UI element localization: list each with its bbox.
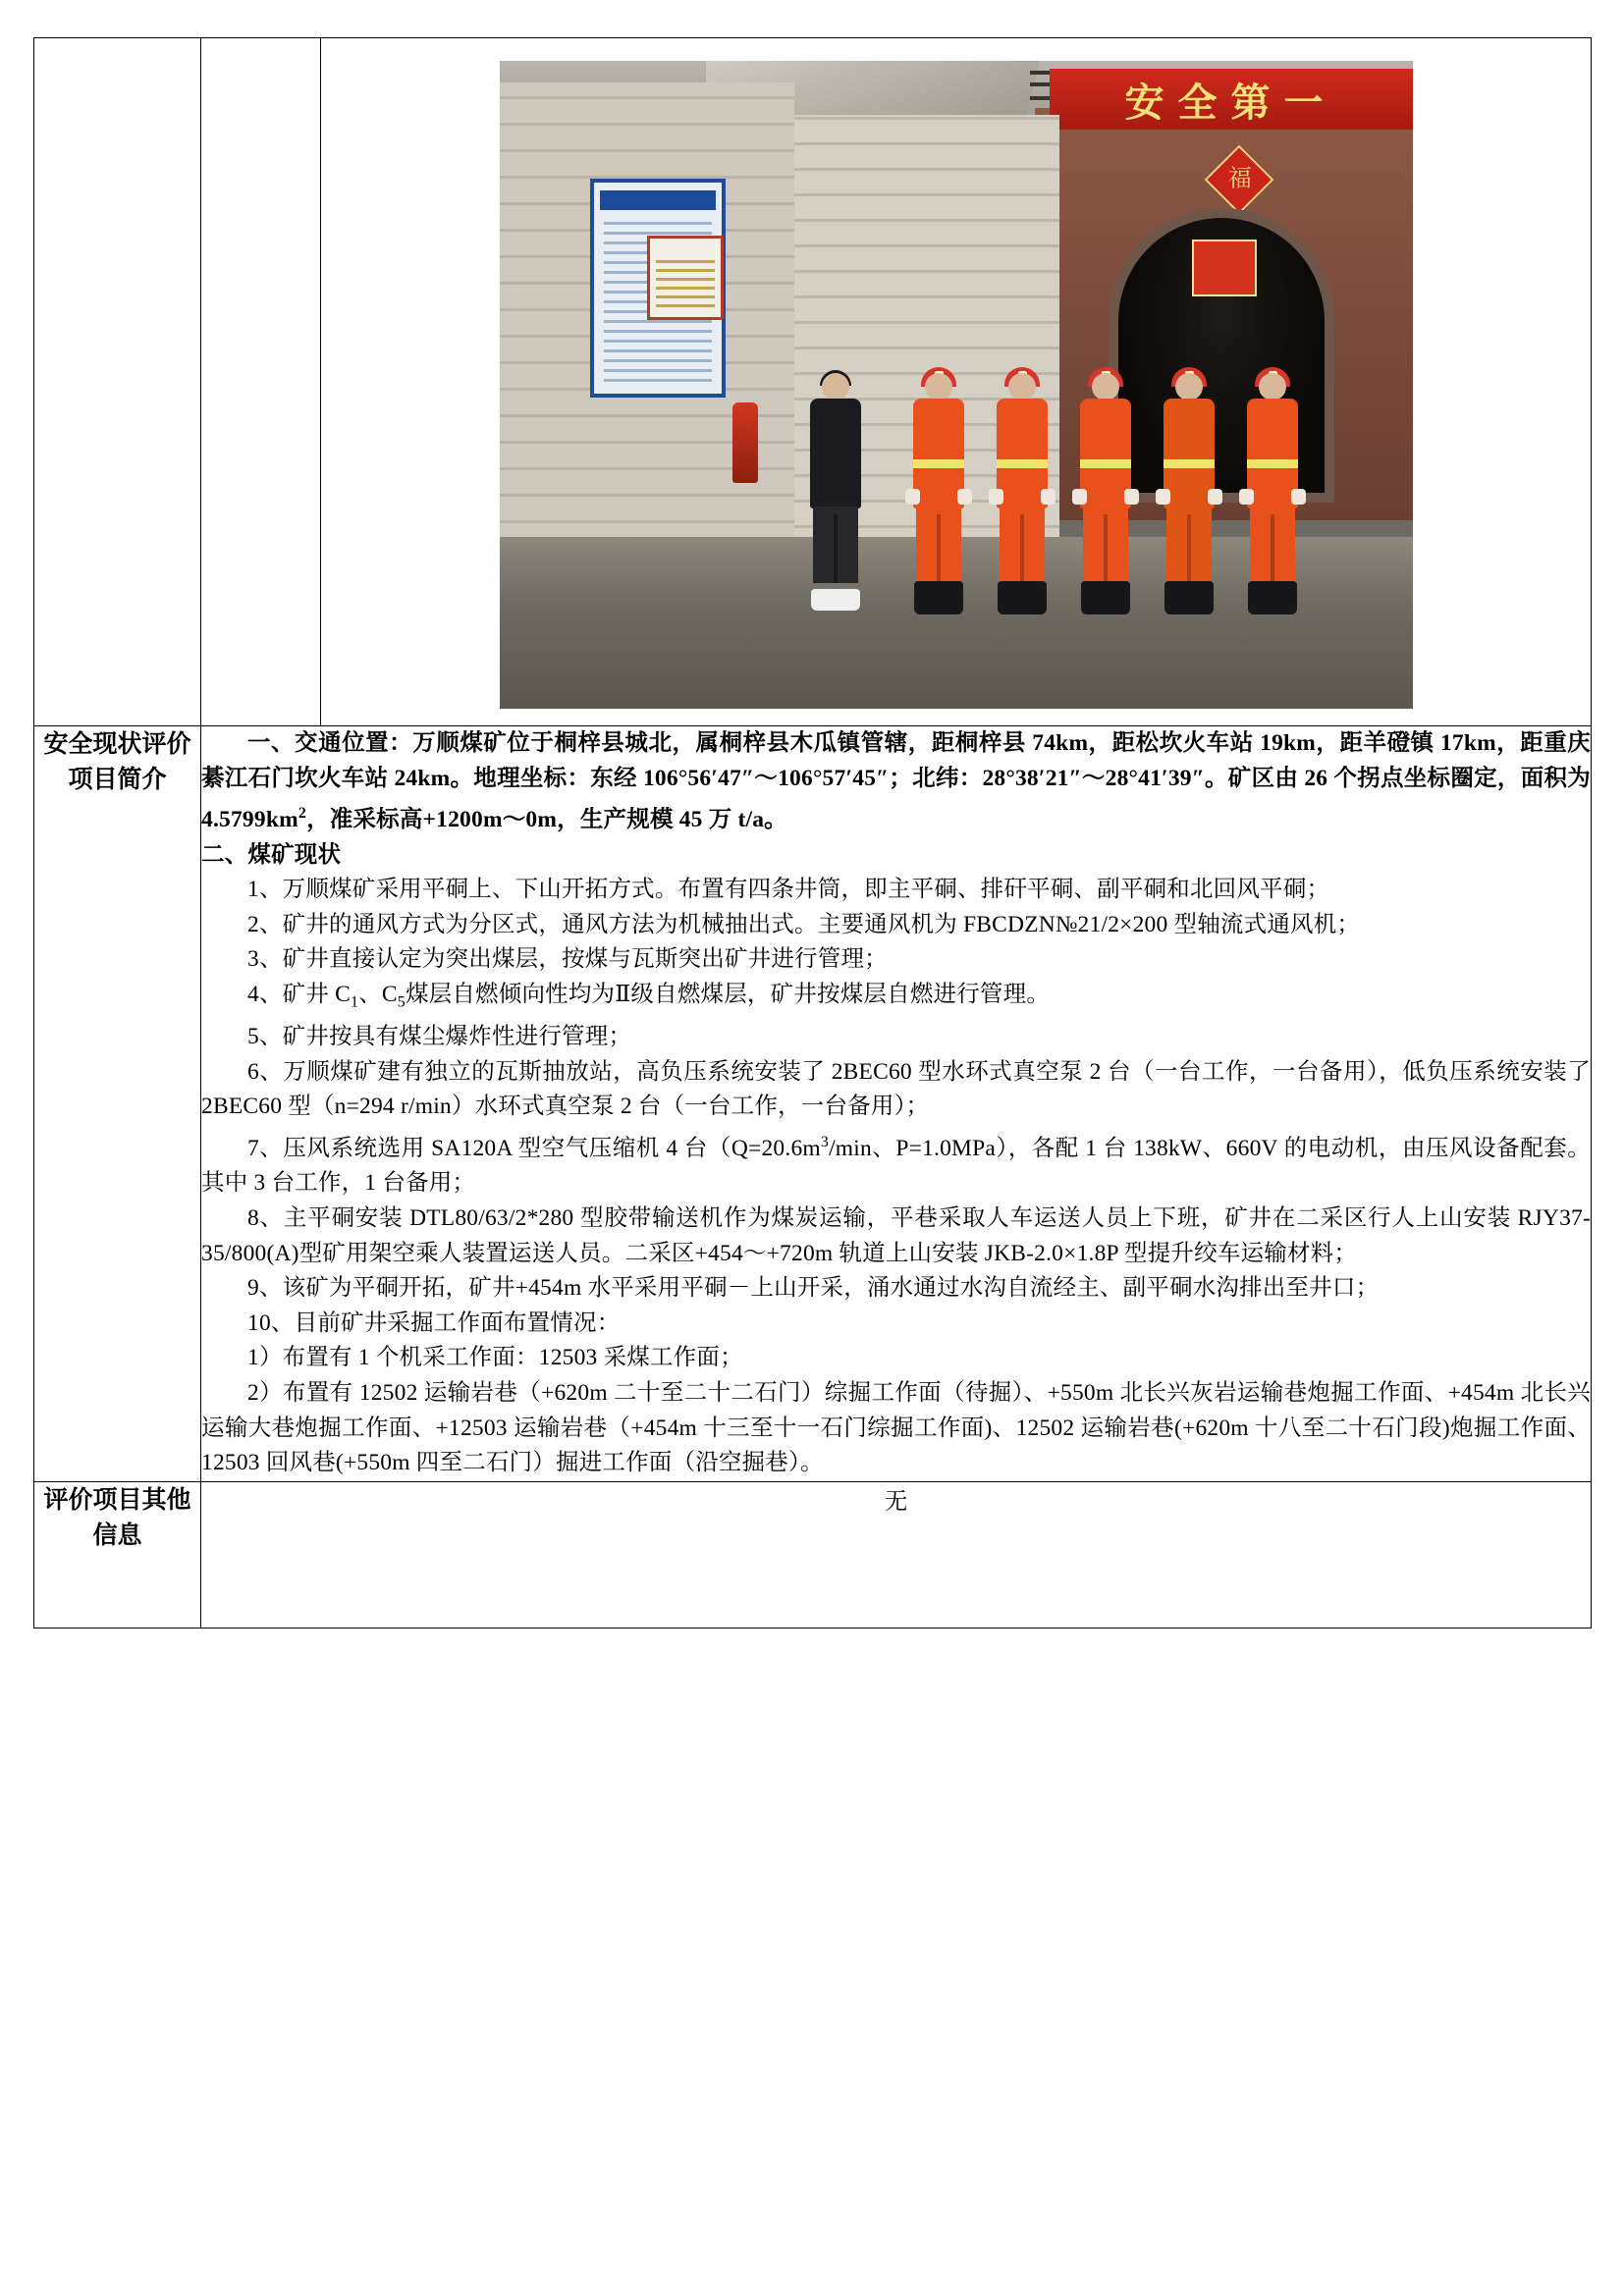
other-info-row bbox=[34, 1481, 1592, 1628]
photo-person-worker-3 bbox=[1074, 373, 1137, 618]
photo-person-worker-4 bbox=[1158, 373, 1220, 618]
intro-paragraph: 5、矿井按具有煤尘爆炸性进行管理； bbox=[247, 1024, 632, 1050]
photo-small-board bbox=[647, 236, 724, 320]
photo-banner-text: 安全第一 bbox=[1050, 69, 1413, 130]
mine-entrance-photo bbox=[500, 61, 1413, 709]
intro-paragraph: 8、主平硐安装 DTL80/63/2*280 型胶带输送机作为煤炭运输，平巷采取人车运送人员上下班，矿井在二采区行人上山安装 RJY37-35/800(A)型矿用架空乘人装置运送人员。二采区+454～+720m 轨道上山安装 JKB-2.0×1.8P 型提升绞车运输材料； bbox=[201, 1205, 1591, 1266]
intro-paragraph: 1、万顺煤矿采用平硐上、下山开拓方式。布置有四条井筒，即主平硐、排矸平硐、副平硐和北回风平硐； bbox=[247, 877, 1330, 903]
photo-row-cell-1 bbox=[34, 38, 201, 726]
report-table bbox=[33, 37, 1592, 1629]
photo-person-worker-2 bbox=[991, 373, 1054, 618]
intro-paragraph: 1）布置有 1 个机采工作面：12503 采煤工作面； bbox=[247, 1345, 743, 1371]
other-info-value: 无 bbox=[201, 1481, 1592, 1628]
intro-paragraph: 9、该矿为平硐开拓，矿井+454m 水平采用平硐－上山开采，涌水通过水沟自流经主、副平硐水沟排出至井口； bbox=[247, 1275, 1380, 1302]
intro-paragraph: 3、矿井直接认定为突出煤层，按煤与瓦斯突出矿井进行管理； bbox=[247, 946, 888, 973]
photo-fu-char: 福 bbox=[1227, 166, 1252, 192]
intro-body bbox=[201, 726, 1592, 1482]
photo-row-cell-2 bbox=[201, 38, 321, 726]
photo-person-manager bbox=[804, 373, 867, 618]
photo-cell bbox=[321, 38, 1592, 726]
intro-paragraph: 7、压风系统选用 SA120A 型空气压缩机 4 台（$Q=20.6m^3/\min$、P=1.0MPa），各配 1 台 138kW、660V 的电动机，由压风设备配套。其中 3 台工作，1 台备用； bbox=[201, 1134, 1591, 1197]
intro-row bbox=[34, 726, 1592, 1482]
intro-paragraph: 6、万顺煤矿建有独立的瓦斯抽放站，高负压系统安装了 2BEC60 型水环式真空泵 2 台（一台工作，一台备用），低负压系统安装了 2BEC60 型（n=294 r/min）水环式真空泵 2 台（一台工作，一台备用）； bbox=[201, 1058, 1591, 1120]
photo-fire-extinguisher bbox=[732, 402, 758, 483]
intro-paragraph: 2、矿井的通风方式为分区式，通风方法为机械抽出式。主要通风机为 FBCDZN№21/2×200 型轴流式通风机； bbox=[247, 911, 1361, 937]
intro-paragraph: 二、煤矿现状 bbox=[201, 841, 342, 868]
intro-paragraph: 2）布置有 12502 运输岩巷（+620m 二十至二十二石门）综掘工作面（待掘）、+550m 北长兴灰岩运输巷炮掘工作面、+454m 北长兴运输大巷炮掘工作面、+12503 运输岩巷（+454m 十三至十一石门综掘工作面)、12502 运输岩巷(+620m 十八至二十石门段)炮掘工作面、12503 回风巷(+550m 四至二石门）掘进工作面（沿空掘巷）。 bbox=[201, 1380, 1591, 1476]
photo-warning-sign bbox=[1192, 240, 1257, 296]
intro-paragraph: 10、目前矿井采掘工作面布置情况： bbox=[247, 1309, 621, 1336]
photo-row bbox=[34, 38, 1592, 726]
intro-paragraph: 一、交通位置：万顺煤矿位于桐梓县城北，属桐梓县木瓜镇管辖，距桐梓县 74km，距松坎火车站 19km，距羊磴镇 17km，距重庆綦江石门坎火车站 24km。地理坐标：东经 106°56′47″～106°57′45″；北纬：28°38′21″～28°41′39″。矿区由 26 个拐点坐标圈定，面积为 $4.5799km^2$，准采标高+1200m～0m，生产规模 45 万 t/a。 bbox=[201, 730, 1591, 833]
intro-label: 安全现状评价项目简介 bbox=[34, 726, 201, 1482]
photo-wrapper bbox=[321, 38, 1591, 725]
intro-paragraph: 4、矿井 $C_1$、$C_5$煤层自燃倾向性均为Ⅱ级自燃煤层，矿井按煤层自燃进行管理。 bbox=[247, 981, 1051, 1011]
photo-person-worker-5 bbox=[1241, 373, 1304, 618]
intro-paragraph-list bbox=[201, 726, 1591, 1481]
photo-person-worker-1 bbox=[907, 373, 970, 618]
other-info-label: 评价项目其他信息 bbox=[34, 1481, 201, 1628]
